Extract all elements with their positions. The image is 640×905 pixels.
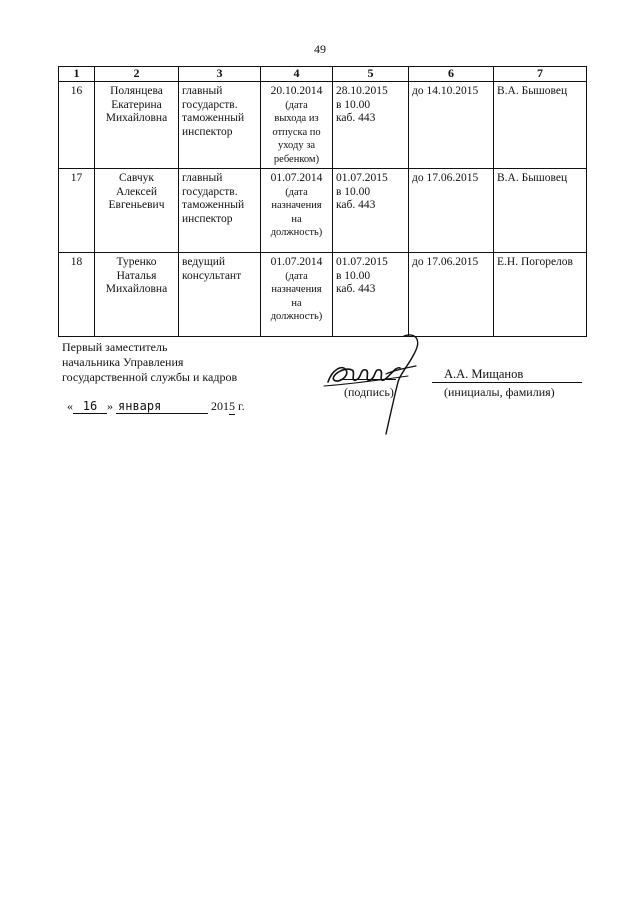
inspection-schedule-table [58,66,587,337]
column-header: 3 [179,67,261,82]
date-year-suffix: г. [235,399,245,413]
reference-date: 20.10.2014 [270,85,323,97]
table-row [59,253,587,337]
presentation-date: 01.07.2015 в 10.00 каб. 443 [333,169,409,253]
employee-position: главный государств. таможенный инспектор [179,169,261,253]
row-number: 16 [59,82,95,169]
reference-date-note: (дата выхода из отпуска по уходу за ребенком) [272,99,321,165]
column-header: 1 [59,67,95,82]
signatory-name: А.А. Мищанов [432,367,582,383]
reference-date-cell [261,169,333,253]
employee-name: Полянцева Екатерина Михайловна [95,82,179,169]
deadline: до 17.06.2015 [409,253,494,337]
signatory-title: Первый заместитель начальника Управления государственной службы и кадров [62,340,238,384]
reference-date-cell [261,253,333,337]
signing-date [67,399,245,415]
date-close-quote: » [107,399,113,413]
responsible-person: Е.Н. Погорелов [494,253,587,337]
responsible-person: В.А. Бышовец [494,169,587,253]
table-header-row [59,67,587,82]
column-header: 2 [95,67,179,82]
date-day: 16 [73,399,107,414]
reference-date-cell [261,82,333,169]
date-year-prefix: 201 [211,399,229,413]
presentation-date: 28.10.2015 в 10.00 каб. 443 [333,82,409,169]
reference-date: 01.07.2014 [270,256,323,268]
date-open-quote: « [67,399,73,413]
employee-position: главный государств. таможенный инспектор [179,82,261,169]
initials-caption: (инициалы, фамилия) [444,385,555,399]
reference-date-note: (дата назначения на должность) [270,186,323,238]
employee-position: ведущий консультант [179,253,261,337]
column-header: 5 [333,67,409,82]
table-row [59,82,587,169]
employee-name: Савчук Алексей Евгеньевич [95,169,179,253]
responsible-person: В.А. Бышовец [494,82,587,169]
row-number: 18 [59,253,95,337]
column-header: 6 [409,67,494,82]
employee-name: Туренко Наталья Михайловна [95,253,179,337]
column-header: 7 [494,67,587,82]
reference-date: 01.07.2014 [270,172,323,184]
date-month: января [116,399,208,414]
reference-date-note: (дата назначения на должность) [270,270,323,322]
deadline: до 14.10.2015 [409,82,494,169]
column-header: 4 [261,67,333,82]
deadline: до 17.06.2015 [409,169,494,253]
presentation-date: 01.07.2015 в 10.00 каб. 443 [333,253,409,337]
signature-underline [340,379,396,380]
row-number: 17 [59,169,95,253]
signature-caption: (подпись) [344,385,394,399]
date-year-digit: 5 [229,399,235,413]
table-row [59,169,587,253]
page-number: 49 [314,42,326,56]
